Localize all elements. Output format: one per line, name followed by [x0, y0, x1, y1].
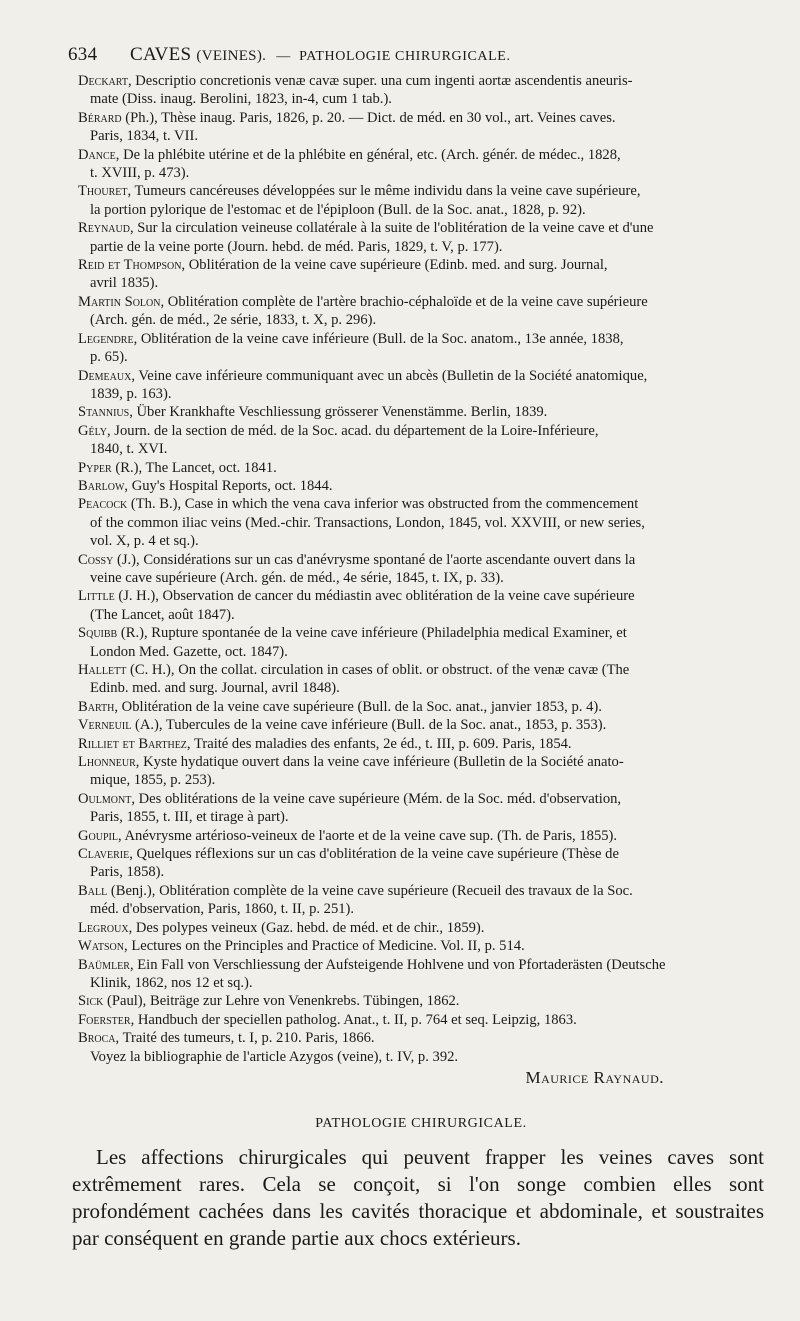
entry-continuation: p. 65). — [90, 349, 128, 366]
entry-text: (R.), The Lancet, oct. 1841. — [115, 459, 277, 476]
bibliography-entry — [78, 146, 764, 183]
entry-author: Foerster, — [78, 1011, 135, 1028]
entry-continuation: Edinb. med. and surg. Journal, avril 1848). — [90, 680, 340, 697]
entry-author: Broca, — [78, 1030, 120, 1047]
page-number: 634 — [68, 44, 98, 65]
entry-author: Reynaud, — [78, 220, 134, 237]
bibliography-entry — [78, 495, 764, 550]
bibliography-entry — [78, 992, 764, 1010]
entry-author: Rilliet et Barthez, — [78, 735, 191, 752]
bibliography-entry — [78, 256, 764, 293]
bibliography-entry — [78, 845, 764, 882]
entry-text: (J.), Considérations sur un cas d'anévrysme spontané de l'aorte ascendante ouvert dans la — [116, 551, 636, 568]
entry-continuation: la portion pylorique de l'estomac et de l'épiploon (Bull. de la Soc. anat., 1828, p. 92). — [90, 201, 586, 218]
bibliography-entry — [78, 109, 764, 146]
bibliography-entry — [78, 459, 764, 477]
bibliography-entry — [78, 477, 764, 495]
bibliography-entry — [78, 1029, 764, 1047]
entry-continuation: Klinik, 1862, nos 12 et sq.). — [90, 974, 253, 991]
bibliography-entry — [78, 330, 764, 367]
entry-text: Oblitération de la veine cave supérieure (Bull. de la Soc. anat., janvier 1853, p. 4). — [121, 698, 602, 715]
entry-author: Deckart, — [78, 73, 132, 89]
entry-continuation: t. XVIII, p. 473). — [90, 165, 190, 182]
entry-author: Legroux, — [78, 919, 133, 936]
entry-text: Tumeurs cancéreuses développées sur le même individu dans la veine cave supérieure, — [134, 183, 641, 200]
entry-continuation: 1839, p. 163). — [90, 385, 172, 402]
bibliography-entry — [78, 661, 764, 698]
entry-author: Demeaux, — [78, 367, 135, 384]
entry-text: (Th. B.), Case in which the vena cava inferior was obstructed from the commencement — [130, 496, 639, 513]
entry-author: Squibb — [78, 625, 118, 642]
entry-text: Oblitération de la veine cave inférieure (Bull. de la Soc. anatom., 13e année, 1838, — [140, 330, 624, 347]
entry-author: Hallett — [78, 662, 127, 678]
entry-continuation: Paris, 1858). — [90, 864, 165, 881]
bibliography-entry — [78, 937, 764, 955]
running-title: CAVES (VEINES). — [130, 44, 267, 65]
entry-continuation: (Arch. gén. de méd., 2e série, 1833, t. X, p. 296). — [90, 312, 377, 329]
entry-continuation: mate (Diss. inaug. Berolini, 1823, in-4, cum 1 tab.). — [90, 91, 392, 108]
bibliography-entry — [78, 790, 764, 827]
entry-text: De la phlébite utérine et de la phlébite en général, etc. (Arch. génér. de médec., 1828, — [123, 146, 621, 163]
entry-continuation: mique, 1855, p. 253). — [90, 772, 216, 789]
entry-text: (Benj.), Oblitération complète de la veine cave supérieure (Recueil des travaux de la Soc. — [110, 882, 633, 899]
entry-continuation: Paris, 1834, t. VII. — [90, 128, 198, 145]
bibliography-entry — [78, 698, 764, 716]
bibliography-list — [78, 72, 764, 1048]
entry-text: Lectures on the Principles and Practice of Medicine. Vol. II, p. 514. — [131, 938, 525, 955]
bibliography-entry — [78, 956, 764, 993]
entry-text: Ein Fall von Verschliessung der Aufsteigende Hohlvene und von Pfortaderästen (Deutsche — [137, 956, 666, 973]
entry-text: Handbuch der speciellen patholog. Anat., t. II, p. 764 et seq. Leipzig, 1863. — [137, 1011, 577, 1028]
bibliography-entry — [78, 367, 764, 404]
entry-author: Dance, — [78, 146, 120, 163]
entry-author: Little — [78, 588, 115, 605]
entry-continuation: avril 1835). — [90, 275, 159, 292]
entry-author: Cossy — [78, 551, 114, 568]
entry-author: Claverie, — [78, 846, 133, 863]
entry-author: Gély, — [78, 422, 111, 439]
bibliography-entry — [78, 551, 764, 588]
entry-author: Goupil, — [78, 827, 122, 844]
bibliography-entry — [78, 403, 764, 421]
entry-text: (J. H.), Observation de cancer du médiastin avec oblitération de la veine cave supérieure — [118, 588, 635, 605]
entry-author: Pyper — [78, 459, 112, 476]
bibliography-entry — [78, 219, 764, 256]
entry-text: Oblitération de la veine cave supérieure (Edinb. med. and surg. Journal, — [188, 257, 608, 274]
section-heading: PATHOLOGIE CHIRURGICALE. — [315, 1115, 527, 1131]
entry-text: (R.), Rupture spontanée de la veine cave inférieure (Philadelphia medical Examiner, et — [120, 625, 627, 642]
bibliography-entry — [78, 1011, 764, 1029]
entry-text: Sur la circulation veineuse collatérale à la suite de l'oblitération de la veine cave et d'une — [137, 220, 654, 237]
entry-author: Verneuil — [78, 717, 132, 734]
entry-text: Über Krankhafte Veschliessung grösserer Venenstämme. Berlin, 1839. — [136, 404, 548, 421]
entry-author: Bérard — [78, 109, 122, 126]
entry-author: Oulmont, — [78, 790, 135, 807]
entry-continuation: vol. X, p. 4 et sq.). — [90, 533, 199, 550]
bibliography-entry — [78, 753, 764, 790]
entry-author: Reid et Thompson, — [78, 257, 186, 274]
bibliography-entry — [78, 72, 764, 109]
entry-author: Sick — [78, 993, 104, 1010]
bibliography-entry — [78, 624, 764, 661]
entry-continuation: Paris, 1855, t. III, et tirage à part). — [90, 809, 289, 826]
bibliography-entry — [78, 919, 764, 937]
entry-text: Oblitération complète de l'artère brachio-céphaloïde et de la veine cave supérieure — [167, 293, 648, 310]
entry-text: (Paul), Beiträge zur Lehre von Venenkrebs. Tübingen, 1862. — [107, 993, 460, 1010]
entry-author: Stannius, — [78, 404, 133, 421]
bibliography-note: Voyez la bibliographie de l'article Azygos (veine), t. IV, p. 392. — [90, 1048, 459, 1065]
entry-continuation: of the common iliac veins (Med.-chir. Transactions, London, 1845, vol. XXVIII, or new series, — [90, 514, 645, 531]
running-section: — PATHOLOGIE CHIRURGICALE. — [276, 49, 511, 64]
bibliography-entry — [78, 293, 764, 330]
entry-author: Lhonneur, — [78, 754, 140, 771]
entry-text: (C. H.), On the collat. circulation in cases of oblit. or obstruct. of the venæ cavæ (The — [129, 662, 630, 678]
entry-text: Traité des tumeurs, t. I, p. 210. Paris, 1866. — [122, 1030, 375, 1047]
entry-text: (A.), Tubercules de la veine cave inférieure (Bull. de la Soc. anat., 1853, p. 353). — [134, 717, 607, 734]
entry-continuation: London Med. Gazette, oct. 1847). — [90, 643, 288, 660]
entry-text: Des oblitérations de la veine cave supérieure (Mém. de la Soc. méd. d'observation, — [138, 790, 622, 807]
entry-text: Descriptio concretionis venæ cavæ super. una cum ingenti aortæ ascendentis aneuris- — [135, 73, 633, 89]
bibliography-entry — [78, 182, 764, 219]
entry-continuation: partie de la veine porte (Journ. hebd. de méd. Paris, 1829, t. V, p. 177). — [90, 238, 503, 255]
entry-author: Barth, — [78, 698, 119, 715]
body-paragraph: Les affections chirurgicales qui peuvent frapper les veines caves sont extrêmement rares. Cela se conçoit, si l'on songe combien elles sont profondément cachées dans les cavités thoracique et abdominale, et soustraites par conséquent en grande partie aux chocs extérieurs. — [72, 1144, 764, 1250]
entry-text: (Ph.), Thèse inaug. Paris, 1826, p. 20. — Dict. de méd. en 30 vol., art. Veines caves. — [125, 109, 616, 126]
entry-continuation: 1840, t. XVI. — [90, 441, 168, 458]
bibliography-entry — [78, 587, 764, 624]
entry-author: Peacock — [78, 496, 128, 513]
bibliography-entry — [78, 422, 764, 459]
author-signature: Maurice Raynaud. — [525, 1067, 664, 1087]
entry-author: Legendre, — [78, 330, 138, 347]
running-head — [68, 44, 764, 66]
entry-text: Anévrysme artérioso-veineux de l'aorte et de la veine cave sup. (Th. de Paris, 1855). — [124, 827, 618, 844]
entry-continuation: (The Lancet, août 1847). — [90, 606, 235, 623]
bibliography-entry — [78, 827, 764, 845]
entry-author: Thouret, — [78, 183, 132, 200]
entry-text: Guy's Hospital Reports, oct. 1844. — [131, 477, 333, 494]
entry-author: Martin Solon, — [78, 293, 165, 310]
entry-text: Veine cave inférieure communiquant avec un abcès (Bulletin de la Société anatomique, — [138, 367, 648, 384]
entry-text: Des polypes veineux (Gaz. hebd. de méd. et de chir., 1859). — [135, 919, 485, 936]
entry-text: Quelques réflexions sur un cas d'oblitération de la veine cave supérieure (Thèse de — [136, 846, 619, 863]
entry-author: Ball — [78, 882, 108, 899]
entry-text: Journ. de la section de méd. de la Soc. acad. du département de la Loire-Inférieure, — [114, 422, 599, 439]
entry-continuation: méd. d'observation, Paris, 1860, t. II, p. 251). — [90, 901, 355, 918]
entry-author: Baümler, — [78, 956, 134, 973]
entry-author: Barlow, — [78, 477, 129, 494]
bibliography-entry — [78, 716, 764, 734]
entry-text: Traité des maladies des enfants, 2e éd., t. III, p. 609. Paris, 1854. — [193, 735, 572, 752]
bibliography-entry — [78, 882, 764, 919]
entry-author: Watson, — [78, 938, 128, 955]
bibliography-entry — [78, 735, 764, 753]
entry-text: Kyste hydatique ouvert dans la veine cave inférieure (Bulletin de la Société anato- — [143, 754, 624, 771]
entry-continuation: veine cave supérieure (Arch. gén. de méd., 4e série, 1845, t. IX, p. 33). — [90, 569, 504, 586]
